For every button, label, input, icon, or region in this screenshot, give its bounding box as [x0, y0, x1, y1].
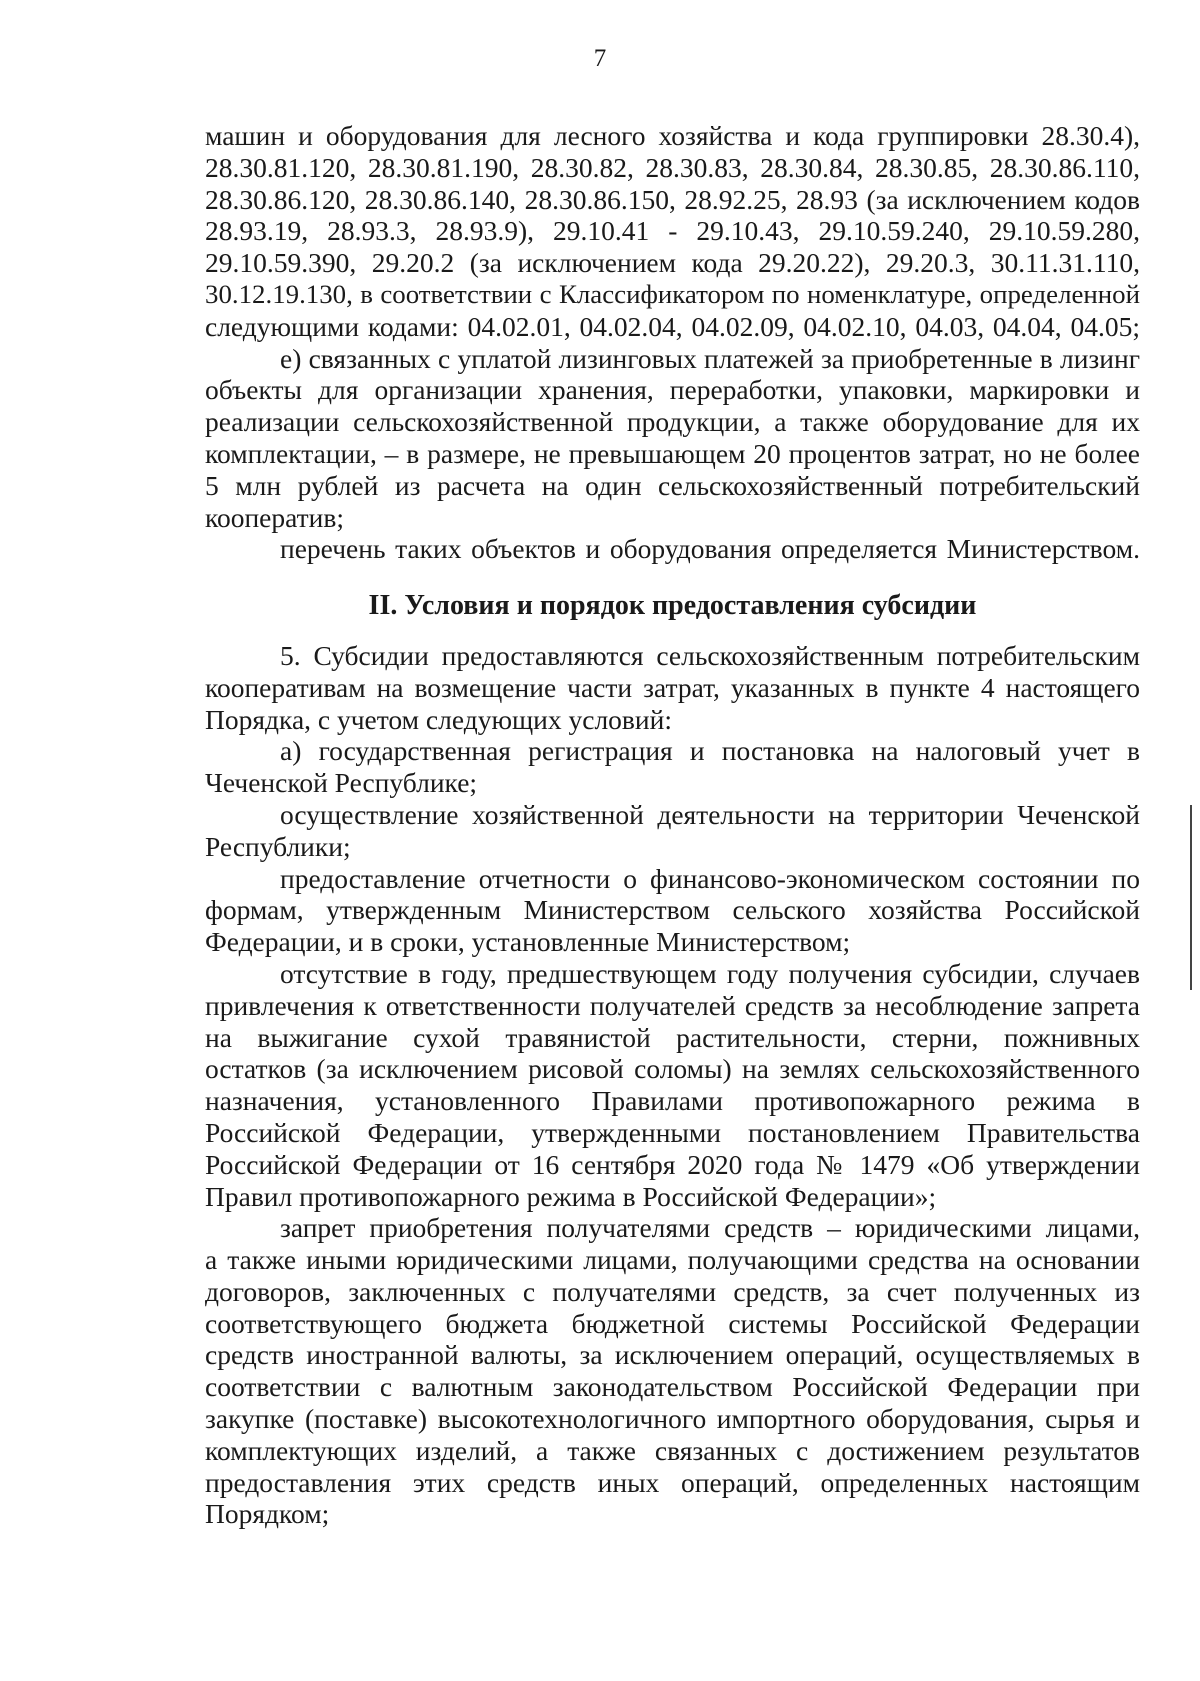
text-line: комплектации, – в размере, не превышающем 20 процентов затрат, но не более: [205, 437, 1140, 469]
text-line: комплектующих изделий, а также связанных с достижением результатов: [205, 1434, 1140, 1466]
text-line: договоров, заключенных с получателями средств, за счет полученных из: [205, 1275, 1140, 1307]
text-line: предоставления этих средств иных операций, определенных настоящим: [205, 1466, 1140, 1498]
text-line: кооператив;: [205, 501, 344, 533]
text-line: 30.12.19.130, в соответствии с Классификатором по номенклатуре, определенной: [205, 278, 1140, 309]
document-body: [205, 120, 1140, 1530]
text-line: средств иностранной валюты, за исключением операций, осуществляемых в: [205, 1339, 1140, 1371]
text-line: закупке (поставке) высокотехнологичного импортного оборудования, сырья и: [205, 1403, 1140, 1435]
text-line: машин и оборудования для лесного хозяйства и кода группировки 28.30.4),: [205, 120, 1140, 151]
text-line: следующими кодами: 04.02.01, 04.02.04, 04.02.09, 04.02.10, 04.03, 04.04, 04.05;: [205, 310, 1140, 342]
text-line: назначения, установленного Правилами противопожарного режима в: [205, 1085, 1140, 1117]
text-line: а) государственная регистрация и постановка на налоговый учет в: [280, 735, 1140, 767]
text-line: Правил противопожарного режима в Российской Федерации»;: [205, 1180, 937, 1212]
text-line: а также иными юридическими лицами, получающими средства на основании: [205, 1244, 1140, 1276]
text-line: осуществление хозяйственной деятельности на территории Чеченской: [280, 798, 1140, 830]
text-line: привлечения к ответственности получателей средств за несоблюдение запрета: [205, 989, 1140, 1021]
section-paragraphs-main: [205, 640, 1140, 1530]
text-line: 5. Субсидии предоставляются сельскохозяйственным потребительским: [280, 639, 1140, 671]
section-heading: II. Условия и порядок предоставления субсидии: [368, 590, 977, 622]
text-line: Российской Федерации, утвержденными постановлением Правительства: [205, 1116, 1140, 1148]
text-line: Порядком;: [205, 1498, 330, 1530]
text-line: 29.10.59.390, 29.20.2 (за исключением кода 29.20.22), 29.20.3, 30.11.31.110,: [205, 247, 1140, 279]
text-line: отсутствие в году, предшествующем году получения субсидии, случаев: [280, 957, 1140, 989]
text-line: остатков (за исключением рисовой соломы) на землях сельскохозяйственного: [205, 1053, 1140, 1085]
text-line: формам, утвержденным Министерством сельского хозяйства Российской: [205, 894, 1140, 926]
text-line: на выжигание сухой травянистой растительности, стерни, пожнивных: [205, 1021, 1140, 1053]
scan-margin-mark: [1190, 805, 1192, 990]
text-line: Порядка, с учетом следующих условий:: [205, 703, 672, 735]
text-line: 28.30.86.120, 28.30.86.140, 28.30.86.150, 28.92.25, 28.93 (за исключением кодов: [205, 183, 1140, 215]
section-paragraphs-top: [205, 120, 1140, 565]
text-line: соответствующего бюджета бюджетной системы Российской Федерации: [205, 1307, 1140, 1339]
page-number: 7: [593, 45, 607, 72]
text-line: реализации сельскохозяйственной продукции, а также оборудование для их: [205, 406, 1140, 438]
text-line: объекты для организации хранения, переработки, упаковки, маркировки и: [205, 374, 1140, 406]
text-line: Республики;: [205, 830, 351, 862]
text-line: предоставление отчетности о финансово-экономическом состоянии по: [280, 862, 1140, 894]
text-line: Федерации, и в сроки, установленные Министерством;: [205, 926, 851, 958]
text-line: Российской Федерации от 16 сентября 2020 года № 1479 «Об утверждении: [205, 1148, 1140, 1180]
text-line: соответствии с валютным законодательством Российской Федерации при: [205, 1371, 1140, 1403]
text-line: е) связанных с уплатой лизинговых платежей за приобретенные в лизинг: [280, 342, 1140, 374]
text-line: Чеченской Республике;: [205, 767, 478, 799]
text-line: кооперативам на возмещение части затрат, указанных в пункте 4 настоящего: [205, 671, 1140, 703]
text-line: 28.93.19, 28.93.3, 28.93.9), 29.10.41 - 29.10.43, 29.10.59.240, 29.10.59.280,: [205, 215, 1140, 247]
text-line: 28.30.81.120, 28.30.81.190, 28.30.82, 28.30.83, 28.30.84, 28.30.85, 28.30.86.110,: [205, 151, 1140, 183]
text-line: запрет приобретения получателями средств – юридическими лицами,: [280, 1212, 1140, 1244]
text-line: перечень таких объектов и оборудования определяется Министерством.: [280, 533, 1140, 565]
text-line: 5 млн рублей из расчета на один сельскохозяйственный потребительский: [205, 469, 1140, 501]
